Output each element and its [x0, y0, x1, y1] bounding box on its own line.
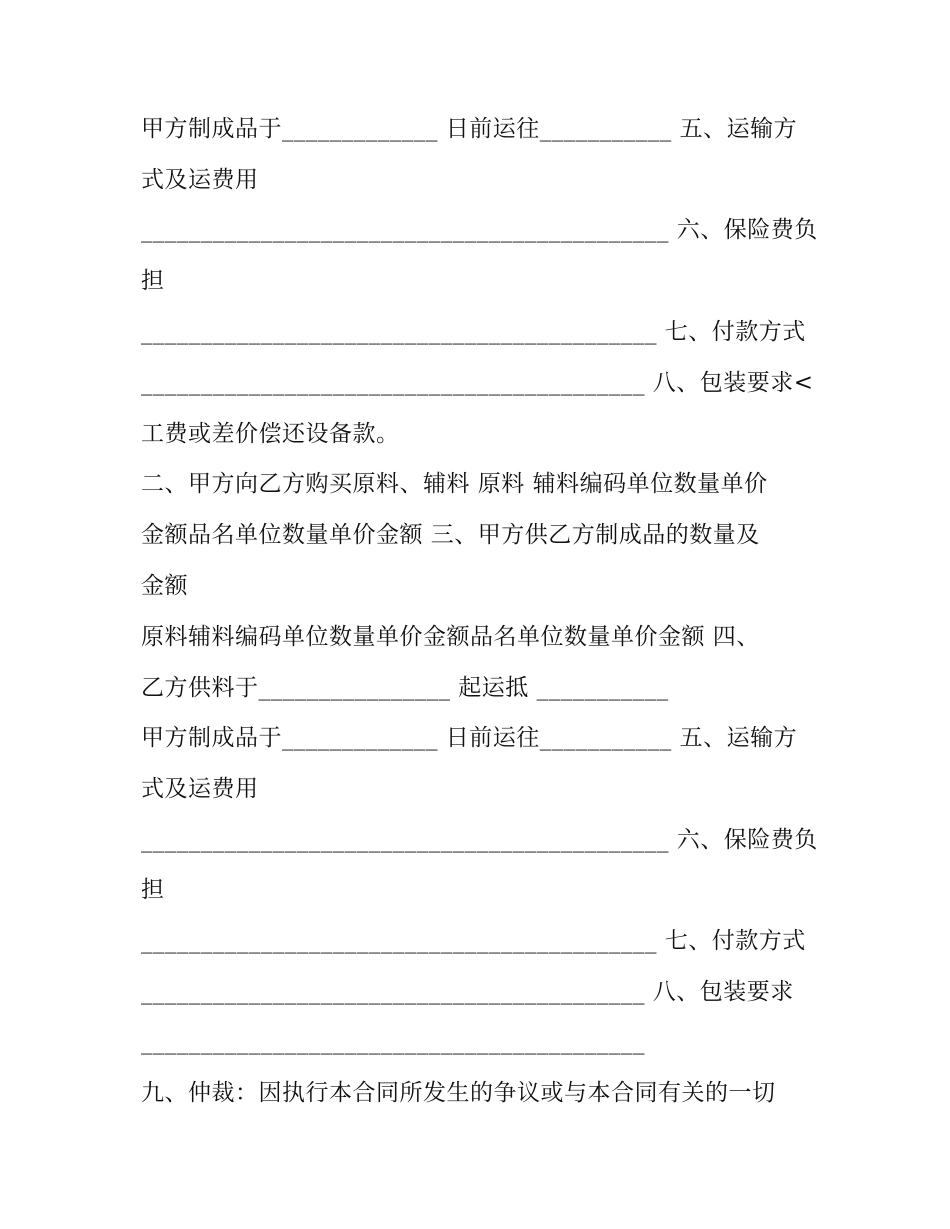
text-line: 金额品名单位数量单价金额 三、甲方供乙方制成品的数量及 [141, 522, 760, 548]
text-line: 式及运费用 [141, 776, 259, 802]
text-line: 二、甲方向乙方购买原料、辅料 原料 辅料编码单位数量单价 [141, 471, 768, 497]
text-line: ___________________________________________ 七、付款方式 [141, 928, 806, 954]
text-line: 甲方制成品于_____________ 日前运往___________ 五、运输方 [141, 116, 798, 142]
text-line: ___________________________________________ 七、付款方式 [141, 319, 806, 345]
text-line: __________________________________________ [141, 1029, 645, 1055]
text-line: 式及运费用 [141, 167, 259, 193]
text-line: __________________________________________ 八、包装要求< [141, 370, 814, 396]
text-line: 工费或差价偿还设备款。 [141, 421, 400, 447]
text-line: __________________________________________ 八、包装要求 [141, 979, 794, 1005]
text-line: 乙方供料于________________ 起运抵 ___________ [141, 675, 669, 701]
text-line: 原料辅料编码单位数量单价金额品名单位数量单价金额 四、 [141, 624, 760, 650]
text-line: 九、仲裁：因执行本合同所发生的争议或与本合同有关的一切 [141, 1080, 776, 1106]
text-line: 担 [141, 268, 165, 294]
text-line: 甲方制成品于_____________ 日前运往___________ 五、运输方 [141, 725, 798, 751]
text-line: 担 [141, 877, 165, 903]
text-line: ____________________________________________ 六、保险费负 [141, 217, 818, 243]
text-line: 金额 [141, 573, 188, 599]
text-line: ____________________________________________ 六、保险费负 [141, 827, 818, 853]
